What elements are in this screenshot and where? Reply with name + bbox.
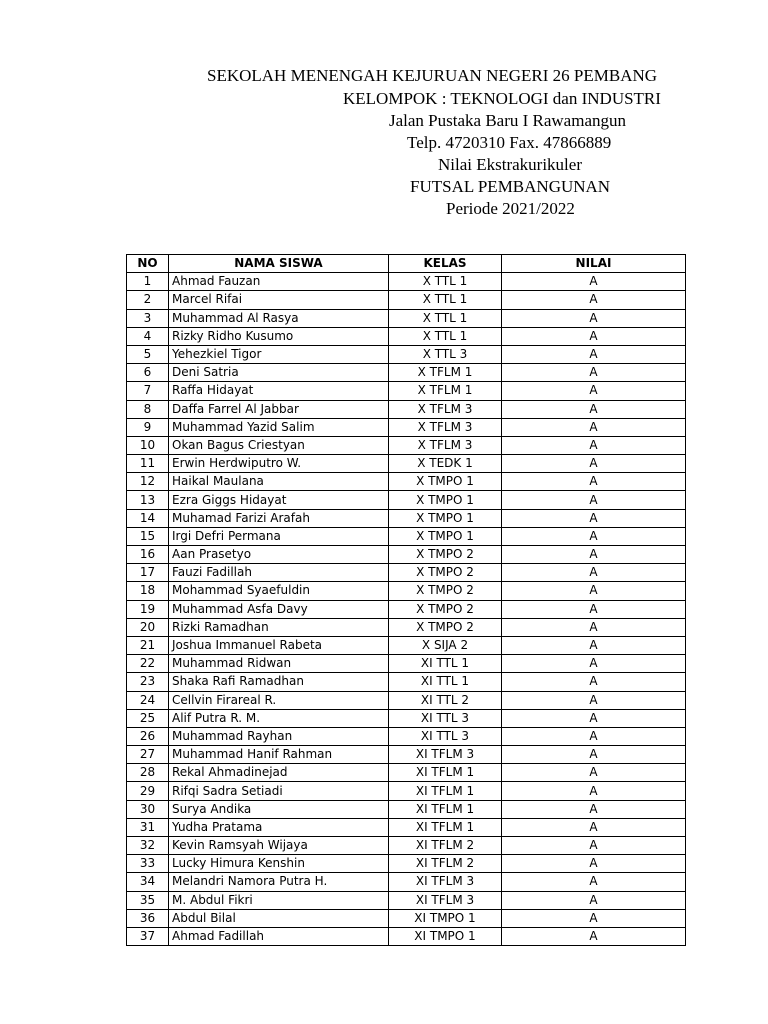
table-row: [127, 345, 686, 363]
cell-nama-siswa: Rizki Ramadhan: [169, 618, 389, 636]
table-row: [127, 546, 686, 564]
table-row: [127, 891, 686, 909]
cell-nilai: A: [502, 837, 686, 855]
cell-kelas: XI TFLM 1: [389, 818, 502, 836]
table-row: [127, 873, 686, 891]
cell-nilai: A: [502, 273, 686, 291]
cell-kelas: X TFLM 1: [389, 364, 502, 382]
cell-nilai: A: [502, 582, 686, 600]
cell-nama-siswa: Muhammad Ridwan: [169, 655, 389, 673]
cell-kelas: X TFLM 3: [389, 400, 502, 418]
cell-nilai: A: [502, 546, 686, 564]
cell-nilai: A: [502, 764, 686, 782]
cell-kelas: XI TTL 3: [389, 727, 502, 745]
school-contact: Telp. 4720310 Fax. 47866889: [407, 133, 612, 152]
cell-no: 18: [127, 582, 169, 600]
table-row: [127, 909, 686, 927]
table-row: [127, 509, 686, 527]
cell-no: 17: [127, 564, 169, 582]
cell-nilai: A: [502, 746, 686, 764]
cell-nilai: A: [502, 855, 686, 873]
cell-nama-siswa: Melandri Namora Putra H.: [169, 873, 389, 891]
table-row: [127, 291, 686, 309]
cell-nama-siswa: Irgi Defri Permana: [169, 527, 389, 545]
cell-no: 37: [127, 927, 169, 945]
cell-nama-siswa: Joshua Immanuel Rabeta: [169, 636, 389, 654]
table-row: [127, 436, 686, 454]
cell-nama-siswa: Haikal Maulana: [169, 473, 389, 491]
cell-kelas: X TMPO 1: [389, 527, 502, 545]
cell-no: 30: [127, 800, 169, 818]
cell-kelas: X TMPO 1: [389, 473, 502, 491]
cell-nama-siswa: Aan Prasetyo: [169, 546, 389, 564]
cell-nilai: A: [502, 400, 686, 418]
cell-nama-siswa: Rekal Ahmadinejad: [169, 764, 389, 782]
table-row: [127, 746, 686, 764]
cell-nama-siswa: Okan Bagus Criestyan: [169, 436, 389, 454]
cell-no: 4: [127, 327, 169, 345]
cell-nilai: A: [502, 473, 686, 491]
cell-nilai: A: [502, 364, 686, 382]
table-row: [127, 491, 686, 509]
cell-nama-siswa: Muhamad Farizi Arafah: [169, 509, 389, 527]
cell-kelas: X TTL 3: [389, 345, 502, 363]
cell-no: 32: [127, 837, 169, 855]
cell-no: 8: [127, 400, 169, 418]
cell-kelas: XI TMPO 1: [389, 927, 502, 945]
cell-kelas: XI TTL 2: [389, 691, 502, 709]
table-row: [127, 837, 686, 855]
cell-no: 2: [127, 291, 169, 309]
cell-nama-siswa: Muhammad Al Rasya: [169, 309, 389, 327]
table-row: [127, 800, 686, 818]
cell-kelas: X TMPO 1: [389, 509, 502, 527]
cell-no: 25: [127, 709, 169, 727]
cell-nilai: A: [502, 291, 686, 309]
cell-nama-siswa: Ahmad Fauzan: [169, 273, 389, 291]
cell-nama-siswa: Alif Putra R. M.: [169, 709, 389, 727]
table-row: [127, 418, 686, 436]
cell-nilai: A: [502, 927, 686, 945]
cell-nama-siswa: Ahmad Fadillah: [169, 927, 389, 945]
cell-kelas: X TTL 1: [389, 291, 502, 309]
cell-no: 23: [127, 673, 169, 691]
table-row: [127, 600, 686, 618]
table-row: [127, 636, 686, 654]
cell-nilai: A: [502, 382, 686, 400]
table-row: [127, 564, 686, 582]
cell-nilai: A: [502, 727, 686, 745]
cell-nama-siswa: Surya Andika: [169, 800, 389, 818]
cell-nilai: A: [502, 891, 686, 909]
cell-kelas: X TTL 1: [389, 309, 502, 327]
cell-nama-siswa: Mohammad Syaefuldin: [169, 582, 389, 600]
school-group: KELOMPOK : TEKNOLOGI dan INDUSTRI: [343, 89, 661, 108]
table-row: [127, 273, 686, 291]
cell-nama-siswa: M. Abdul Fikri: [169, 891, 389, 909]
cell-no: 14: [127, 509, 169, 527]
cell-kelas: XI TTL 1: [389, 673, 502, 691]
cell-nilai: A: [502, 909, 686, 927]
table-row: [127, 855, 686, 873]
table-row: [127, 709, 686, 727]
cell-no: 5: [127, 345, 169, 363]
cell-kelas: X TMPO 2: [389, 618, 502, 636]
cell-no: 34: [127, 873, 169, 891]
cell-kelas: X SIJA 2: [389, 636, 502, 654]
cell-kelas: XI TTL 3: [389, 709, 502, 727]
cell-nilai: A: [502, 800, 686, 818]
cell-no: 10: [127, 436, 169, 454]
cell-kelas: X TFLM 3: [389, 436, 502, 454]
cell-nilai: A: [502, 691, 686, 709]
cell-no: 31: [127, 818, 169, 836]
table-row: [127, 309, 686, 327]
cell-nama-siswa: Abdul Bilal: [169, 909, 389, 927]
column-header-nilai: NILAI: [502, 255, 686, 273]
cell-nama-siswa: Raffa Hidayat: [169, 382, 389, 400]
period-label: Periode 2021/2022: [446, 199, 575, 218]
cell-kelas: XI TFLM 1: [389, 764, 502, 782]
table-row: [127, 382, 686, 400]
cell-kelas: XI TFLM 3: [389, 873, 502, 891]
column-header-kelas: KELAS: [389, 255, 502, 273]
cell-nilai: A: [502, 527, 686, 545]
cell-kelas: X TMPO 2: [389, 582, 502, 600]
cell-no: 6: [127, 364, 169, 382]
table-row: [127, 327, 686, 345]
cell-nama-siswa: Rizky Ridho Kusumo: [169, 327, 389, 345]
table-row: [127, 655, 686, 673]
cell-kelas: X TMPO 1: [389, 491, 502, 509]
cell-nilai: A: [502, 327, 686, 345]
cell-nama-siswa: Deni Satria: [169, 364, 389, 382]
table-row: [127, 400, 686, 418]
cell-kelas: XI TFLM 3: [389, 746, 502, 764]
cell-nilai: A: [502, 436, 686, 454]
cell-nama-siswa: Lucky Himura Kenshin: [169, 855, 389, 873]
cell-kelas: X TTL 1: [389, 273, 502, 291]
cell-kelas: X TFLM 1: [389, 382, 502, 400]
cell-nama-siswa: Marcel Rifai: [169, 291, 389, 309]
activity-name: FUTSAL PEMBANGUNAN: [410, 177, 611, 196]
cell-kelas: X TMPO 2: [389, 600, 502, 618]
cell-no: 3: [127, 309, 169, 327]
grades-table-body: [127, 273, 686, 946]
cell-kelas: X TMPO 2: [389, 546, 502, 564]
cell-nilai: A: [502, 782, 686, 800]
cell-no: 7: [127, 382, 169, 400]
cell-nilai: A: [502, 818, 686, 836]
school-address: Jalan Pustaka Baru I Rawamangun: [389, 111, 626, 130]
cell-nama-siswa: Ezra Giggs Hidayat: [169, 491, 389, 509]
table-row: [127, 455, 686, 473]
table-row: [127, 473, 686, 491]
cell-nama-siswa: Daffa Farrel Al Jabbar: [169, 400, 389, 418]
cell-nama-siswa: Kevin Ramsyah Wijaya: [169, 837, 389, 855]
table-row: [127, 618, 686, 636]
cell-no: 24: [127, 691, 169, 709]
cell-nama-siswa: Cellvin Firareal R.: [169, 691, 389, 709]
school-name: SEKOLAH MENENGAH KEJURUAN NEGERI 26 PEMBANG: [207, 66, 658, 85]
cell-nilai: A: [502, 491, 686, 509]
cell-nama-siswa: Rifqi Sadra Setiadi: [169, 782, 389, 800]
cell-no: 1: [127, 273, 169, 291]
cell-nilai: A: [502, 455, 686, 473]
cell-no: 9: [127, 418, 169, 436]
cell-nama-siswa: Erwin Herdwiputro W.: [169, 455, 389, 473]
cell-kelas: X TTL 1: [389, 327, 502, 345]
cell-no: 35: [127, 891, 169, 909]
cell-kelas: X TFLM 3: [389, 418, 502, 436]
cell-kelas: X TMPO 2: [389, 564, 502, 582]
cell-no: 12: [127, 473, 169, 491]
cell-nilai: A: [502, 564, 686, 582]
cell-no: 27: [127, 746, 169, 764]
cell-kelas: XI TFLM 2: [389, 855, 502, 873]
cell-kelas: XI TFLM 1: [389, 782, 502, 800]
table-row: [127, 927, 686, 945]
cell-nilai: A: [502, 600, 686, 618]
table-row: [127, 691, 686, 709]
table-header-row: [127, 255, 686, 273]
cell-nilai: A: [502, 673, 686, 691]
cell-no: 21: [127, 636, 169, 654]
cell-no: 29: [127, 782, 169, 800]
cell-kelas: XI TTL 1: [389, 655, 502, 673]
cell-nilai: A: [502, 636, 686, 654]
cell-nama-siswa: Muhammad Asfa Davy: [169, 600, 389, 618]
cell-no: 13: [127, 491, 169, 509]
cell-no: 11: [127, 455, 169, 473]
cell-no: 36: [127, 909, 169, 927]
table-row: [127, 582, 686, 600]
cell-nama-siswa: Muhammad Yazid Salim: [169, 418, 389, 436]
cell-nilai: A: [502, 509, 686, 527]
cell-nilai: A: [502, 309, 686, 327]
column-header-no: NO: [127, 255, 169, 273]
table-row: [127, 673, 686, 691]
column-header-nama-siswa: NAMA SISWA: [169, 255, 389, 273]
table-row: [127, 782, 686, 800]
cell-kelas: X TEDK 1: [389, 455, 502, 473]
cell-kelas: XI TFLM 3: [389, 891, 502, 909]
table-row: [127, 364, 686, 382]
cell-nilai: A: [502, 873, 686, 891]
cell-no: 28: [127, 764, 169, 782]
cell-no: 20: [127, 618, 169, 636]
cell-no: 22: [127, 655, 169, 673]
table-row: [127, 764, 686, 782]
cell-nilai: A: [502, 345, 686, 363]
cell-kelas: XI TMPO 1: [389, 909, 502, 927]
cell-nama-siswa: Muhammad Rayhan: [169, 727, 389, 745]
cell-nama-siswa: Shaka Rafi Ramadhan: [169, 673, 389, 691]
cell-nama-siswa: Yehezkiel Tigor: [169, 345, 389, 363]
cell-nilai: A: [502, 709, 686, 727]
grades-table: [126, 254, 686, 946]
cell-nilai: A: [502, 418, 686, 436]
cell-kelas: XI TFLM 1: [389, 800, 502, 818]
cell-nama-siswa: Yudha Pratama: [169, 818, 389, 836]
table-row: [127, 727, 686, 745]
cell-no: 33: [127, 855, 169, 873]
cell-nama-siswa: Fauzi Fadillah: [169, 564, 389, 582]
cell-no: 15: [127, 527, 169, 545]
cell-kelas: XI TFLM 2: [389, 837, 502, 855]
cell-no: 19: [127, 600, 169, 618]
table-row: [127, 818, 686, 836]
cell-nilai: A: [502, 655, 686, 673]
cell-nama-siswa: Muhammad Hanif Rahman: [169, 746, 389, 764]
table-row: [127, 527, 686, 545]
cell-nilai: A: [502, 618, 686, 636]
document-subject: Nilai Ekstrakurikuler: [438, 155, 582, 174]
cell-no: 16: [127, 546, 169, 564]
cell-no: 26: [127, 727, 169, 745]
